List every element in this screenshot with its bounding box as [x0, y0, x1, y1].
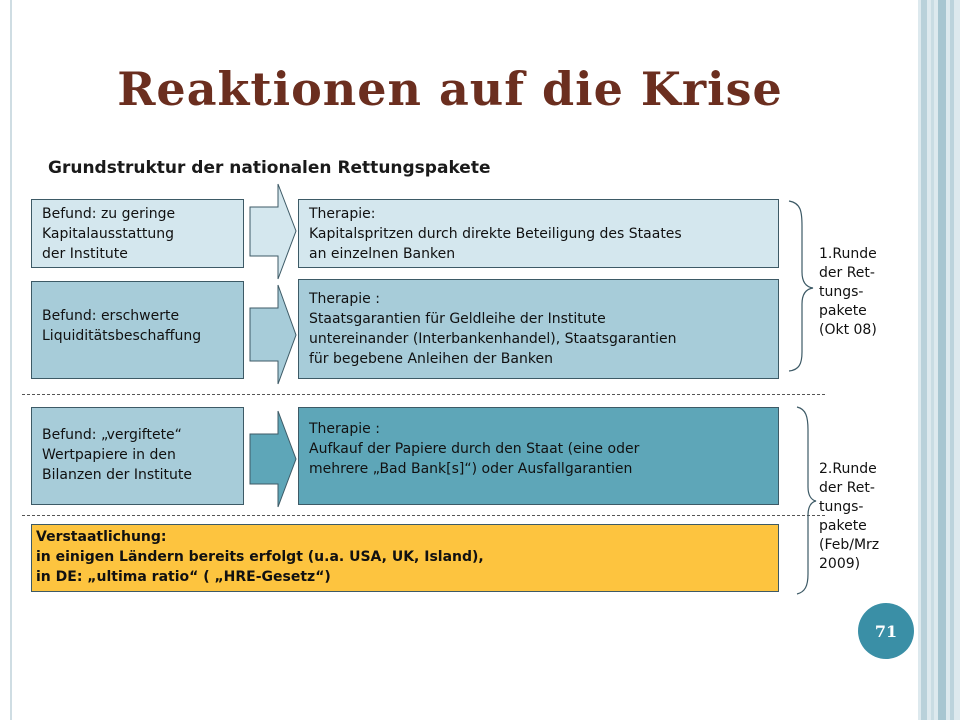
brace-icon [789, 201, 813, 371]
runde-2-label [819, 460, 879, 574]
runde-1-line-3: tungs- [819, 284, 864, 300]
befund-1-line-3: der Institute [42, 246, 128, 262]
therapie-1-line-3: an einzelnen Banken [309, 246, 456, 262]
runde-1-line-1: 1.Runde [819, 246, 877, 262]
therapie-2-line-4: für begebene Anleihen der Banken [309, 351, 553, 367]
arrow-icon [250, 184, 296, 279]
runde-2-line-4: pakete [819, 518, 867, 534]
befund-1-line-2: Kapitalausstattung [42, 226, 174, 242]
runde-2-line-1: 2.Runde [819, 461, 877, 477]
runde-1-line-4: pakete [819, 303, 867, 319]
therapie-3-line-2: Aufkauf der Papiere durch den Staat (eine oder [309, 441, 640, 457]
arrow-icon [250, 285, 296, 384]
befund-3-line-1: Befund: „vergiftete“ [42, 427, 182, 443]
therapie-2-line-3: untereinander (Interbankenhandel), Staatsgarantien [309, 331, 677, 347]
slide-title: Reaktionen auf die Krise [117, 62, 783, 116]
therapie-3-line-1: Therapie : [309, 421, 380, 437]
befund-2-line-1: Befund: erschwerte [42, 308, 180, 324]
verstaatlichung-line-2: in einigen Ländern bereits erfolgt (u.a. USA, UK, Island), [36, 549, 484, 565]
arrow-icon [250, 411, 296, 507]
befund-2-line-2: Liquiditätsbeschaffung [42, 328, 202, 344]
therapie-2-line-2: Staatsgarantien für Geldleihe der Institute [309, 311, 606, 327]
runde-1-label [819, 245, 877, 340]
runde-1-line-5: (Okt 08) [819, 322, 877, 338]
befund-1-line-1: Befund: zu geringe [42, 206, 176, 222]
page-number-badge: 71 [858, 603, 914, 659]
runde-1-line-2: der Ret- [819, 265, 875, 281]
runde-2-line-5: (Feb/Mrz [819, 537, 880, 553]
therapie-2-line-1: Therapie : [309, 291, 380, 307]
slide-subtitle: Grundstruktur der nationalen Rettungspakete [48, 158, 491, 178]
befund-3-line-2: Wertpapiere in den [42, 447, 176, 463]
runde-2-line-6: 2009) [819, 556, 861, 572]
brace-icon [797, 407, 816, 594]
runde-2-line-3: tungs- [819, 499, 864, 515]
befund-3-line-3: Bilanzen der Institute [42, 467, 192, 483]
therapie-1-line-2: Kapitalspritzen durch direkte Beteiligung des Staates [309, 226, 682, 242]
therapie-3-line-3: mehrere „Bad Bank[s]“) oder Ausfallgarantien [309, 461, 633, 477]
runde-2-line-2: der Ret- [819, 480, 875, 496]
therapie-1-line-1: Therapie: [309, 206, 376, 222]
verstaatlichung-line-1: Verstaatlichung: [36, 529, 167, 545]
verstaatlichung-line-3: in DE: „ultima ratio“ ( „HRE-Gesetz“) [36, 569, 331, 585]
